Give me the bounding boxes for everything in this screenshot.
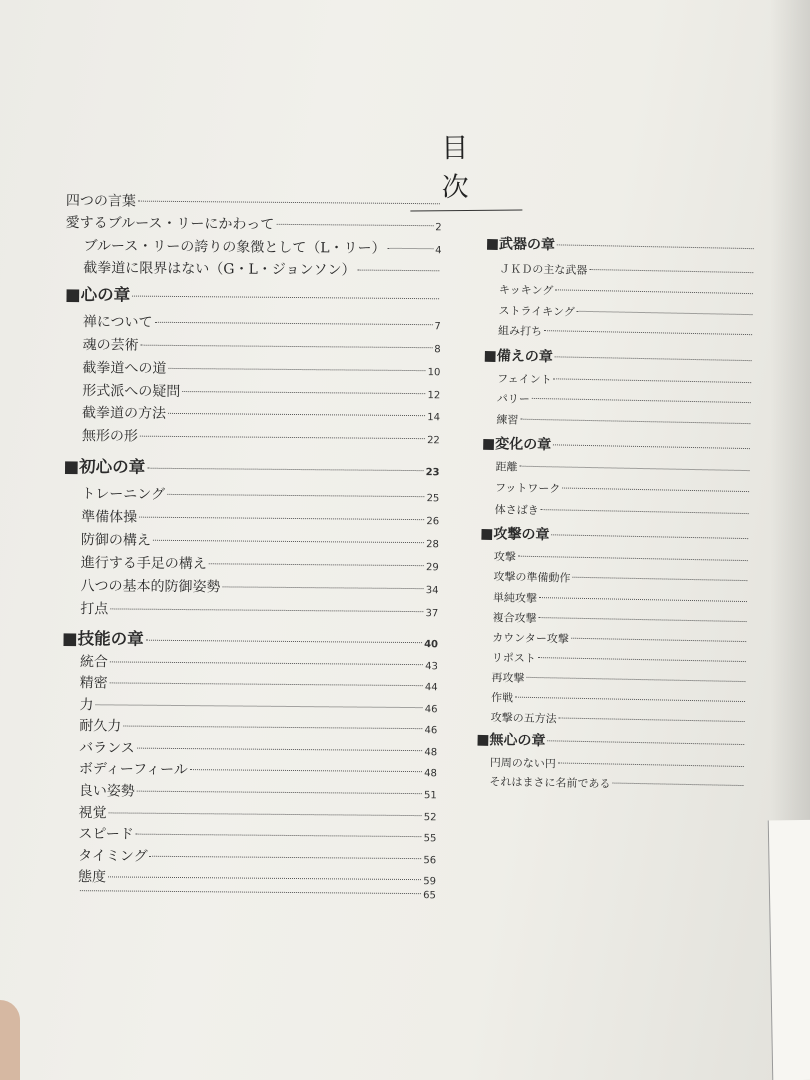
toc-entry [63,483,439,506]
toc-entry-title: 視覚 [78,805,107,822]
underlying-page [768,819,810,1080]
toc-entry-title: スピード [78,826,134,843]
toc-page-number: 2 [435,222,442,234]
toc-page-number: 29 [425,562,439,574]
toc-entry-title: カウンター攻撃 [492,631,569,646]
toc-entry-title: トレーニング [81,486,166,503]
toc-entry-title: タイミング [78,848,148,865]
toc-page-number: 22 [427,435,440,447]
toc-entry [65,235,441,258]
toc-leader-dots [558,762,744,767]
toc-leader-dots [572,577,747,581]
toc-entry [483,370,753,391]
toc-entry-title: ストライキング [498,304,575,319]
toc-leader-dots [182,391,425,394]
toc-entry-title: 距離 [495,460,518,474]
toc-entry-title: 禅について [82,314,153,331]
toc-page-number: 10 [427,367,441,379]
toc-leader-dots [276,224,433,226]
toc-entry [61,737,437,760]
toc-chapter-heading [482,433,752,458]
toc-leader-dots [146,640,422,643]
toc-page-number: 25 [426,493,440,505]
toc-entry [62,598,438,621]
toc-entry-title: ■技能の章 [62,628,144,649]
toc-page-number: 48 [424,747,438,759]
toc-page-number: 44 [424,682,438,694]
toc-entry-title: キッキング [498,283,554,298]
toc-entry-title: 円周のない円 [489,756,556,771]
toc-leader-dots [209,563,424,566]
toc-entry [62,575,438,598]
toc-entry-title: ■変化の章 [481,435,552,454]
toc-entry [64,425,440,448]
toc-leader-dots [153,540,424,543]
toc-leader-dots [555,356,752,361]
toc-leader-dots [571,638,746,642]
toc-entry-title: 単純攻撃 [492,591,538,606]
toc-chapter-heading [476,729,746,754]
toc-leader-dots [147,468,423,471]
toc-entry-title: 進行する手足の構え [80,555,207,573]
toc-entry [66,212,442,235]
toc-leader-dots [518,556,748,561]
toc-entry [66,190,442,213]
toc-leader-dots [555,289,753,294]
toc-leader-dots [538,657,746,662]
toc-leader-dots [612,783,743,787]
toc-entry [60,845,436,868]
toc-entry [475,773,745,794]
toc-page-number: 65 [423,890,436,902]
toc-leader-dots [526,677,745,682]
toc-right-column [476,233,756,791]
toc-leader-dots [539,597,747,602]
toc-entry-title: 力 [79,697,94,714]
toc-entry [485,281,755,302]
toc-entry-title: 攻撃 [493,550,516,564]
toc-entry [478,609,748,630]
toc-entry-title: 形式派への疑問 [82,383,181,401]
toc-page-number: 48 [424,768,437,780]
toc-entry-title: フットワーク [494,481,561,496]
toc-entry-title: 截拳道の方法 [81,405,167,422]
toc-leader-dots [150,856,422,859]
toc-entry [64,357,440,380]
toc-entry-title: 組み打ち [498,324,543,339]
toc-chapter-heading [62,625,438,652]
toc-entry-title: 無形の形 [81,428,138,445]
toc-entry-title: 打点 [80,601,109,618]
toc-entry [477,689,747,710]
toc-page-number: 23 [425,467,440,479]
toc-entry [478,649,748,670]
toc-page-number: 40 [424,639,439,651]
toc-leader-dots [155,322,433,325]
toc-chapter-heading [486,233,756,258]
toc-entry [61,715,437,738]
toc-entry [60,887,436,901]
toc-entry [63,506,439,529]
toc-entry [64,402,440,425]
toc-leader-dots [515,697,745,702]
toc-entry [63,552,439,575]
toc-entry [481,501,751,522]
toc-leader-dots [96,704,423,708]
toc-page-number: 56 [423,855,437,867]
toc-page-number: 4 [435,245,442,257]
toc-entry-title: リポスト [491,651,536,666]
toc-page-number: 51 [423,790,437,802]
toc-entry-title: ■攻撃の章 [480,525,550,544]
toc-leader-dots [168,368,425,371]
toc-entry [485,260,755,281]
toc-leader-dots [168,413,425,416]
toc-leader-dots [388,248,434,249]
toc-leader-dots [547,740,744,745]
toc-leader-dots [554,378,752,383]
toc-entry-title: ■初心の章 [63,456,146,477]
toc-leader-dots [190,769,422,772]
toc-entry [64,380,440,403]
toc-entry-title: バランス [79,740,135,757]
toc-leader-dots [110,661,423,665]
toc-entry [61,780,437,803]
toc-entry [480,548,750,569]
toc-entry [62,672,438,695]
toc-entry [479,568,749,589]
toc-entry-title: 防御の構え [80,532,152,549]
toc-entry-title: 八つの基本的防御姿勢 [80,578,221,596]
toc-entry-title: ■武器の章 [485,235,556,254]
toc-leader-dots [123,726,422,730]
toc-entry-title: ■無心の章 [476,731,546,750]
toc-entry-title: ボディーフィール [78,761,188,779]
toc-entry [481,479,751,500]
toc-entry-title: 再攻撃 [491,671,525,685]
toc-leader-dots [557,244,754,249]
toc-leader-dots [132,296,439,300]
toc-leader-dots [520,466,750,471]
toc-page-number: 14 [427,412,441,424]
toc-entry-title: 耐久力 [79,718,122,735]
toc-entry-title: フェイント [497,372,552,387]
toc-leader-dots [136,834,422,837]
toc-entry-title: 準備体操 [81,509,138,526]
toc-page-number: 46 [424,725,438,737]
toc-leader-dots [562,488,749,493]
toc-page-number: 37 [425,608,439,620]
toc-leader-dots [544,330,752,335]
toc-leader-dots [223,586,424,589]
toc-leader-dots [138,201,440,205]
toc-entry-title: 複合攻撃 [492,611,537,626]
toc-entry-title: ■心の章 [65,284,131,305]
toc-entry [65,257,441,280]
toc-entry [63,529,439,552]
toc-entry [481,458,751,479]
toc-entry [477,709,747,730]
toc-leader-dots [541,509,749,514]
toc-entry-title: パリー [496,392,530,406]
toc-entry-title: 精密 [79,675,108,692]
toc-leader-dots [141,345,433,349]
toc-leader-dots [139,517,424,520]
toc-entry-title: 態度 [77,869,107,886]
toc-leader-dots [532,398,751,403]
toc-entry-title: 良い姿勢 [78,783,135,800]
toc-page-number: 52 [423,812,437,824]
toc-leader-dots [589,269,753,273]
toc-entry [61,758,437,781]
toc-leader-dots [140,436,425,439]
toc-page-number: 7 [434,321,441,333]
toc-entry-title: 作戦 [490,691,514,705]
toc-entry [60,823,436,846]
toc-leader-dots [110,682,423,686]
toc-entry-title: 体さばき [494,503,539,518]
toc-chapter-heading [480,523,750,548]
toc-entry [483,390,753,411]
toc-leader-dots [553,444,750,449]
toc-page-number: 55 [423,833,437,845]
toc-entry [477,669,747,690]
toc-entry-title: 愛するブルース・リーにかわって [65,214,275,233]
toc-leader-dots [137,791,422,794]
toc-entry [484,322,754,343]
toc-entry-title: ■備えの章 [483,347,554,366]
toc-chapter-heading [63,453,439,480]
toc-entry-title: ブルース・リーの誇りの象徴として（L・リー） [83,238,386,257]
toc-leader-dots [110,608,423,612]
toc-leader-dots [167,494,425,497]
toc-page-number: 34 [425,585,439,597]
toc-chapter-heading [483,345,753,370]
toc-entry-title: 統合 [79,654,108,671]
toc-leader-dots [551,534,748,539]
toc-entry [65,311,441,334]
finger-tip [0,1000,20,1080]
toc-page-number: 8 [434,344,441,356]
toc-leader-dots [577,311,753,315]
toc-left-column [62,190,442,902]
toc-entry [479,589,749,610]
toc-entry-title: ＪＫＤの主な武器 [499,262,588,277]
toc-leader-dots [108,876,421,880]
toc-entry [484,302,754,323]
toc-entry [476,754,746,775]
toc-entry [61,694,437,717]
toc-chapter-heading [65,281,441,308]
toc-entry-title: それはまさに名前である [489,775,611,791]
toc-title: 目 次 [410,126,523,212]
toc-page-number: 46 [424,704,438,716]
toc-entry-title: 攻撃の準備動作 [493,570,571,585]
toc-leader-dots [520,419,750,424]
toc-entry [60,802,436,825]
toc-entry-title: 四つの言葉 [65,192,136,210]
toc-entry-title: 魂の芸術 [82,337,139,354]
toc-entry [60,866,436,889]
toc-entry-title: 截拳道への道 [82,360,167,377]
toc-entry [482,411,752,432]
toc-entry-title: 截拳道に限界はない（G・L・ジョンソン） [83,260,356,279]
toc-leader-dots [358,270,440,272]
toc-leader-dots [109,812,422,816]
toc-page-number: 28 [426,539,439,551]
toc-entry [478,629,748,650]
toc-leader-dots [539,617,747,622]
toc-page-number: 26 [426,516,440,528]
toc-entry-title: 練習 [496,413,519,427]
toc-entry-title: 攻撃の五方法 [490,711,557,726]
toc-leader-dots [80,890,421,894]
toc-entry [65,334,441,357]
toc-leader-dots [559,717,745,722]
toc-page-number: 12 [427,390,441,402]
toc-leader-dots [137,748,423,751]
toc-page-number: 59 [423,876,437,888]
toc-entry [62,651,438,674]
toc-page-number: 43 [425,661,438,673]
